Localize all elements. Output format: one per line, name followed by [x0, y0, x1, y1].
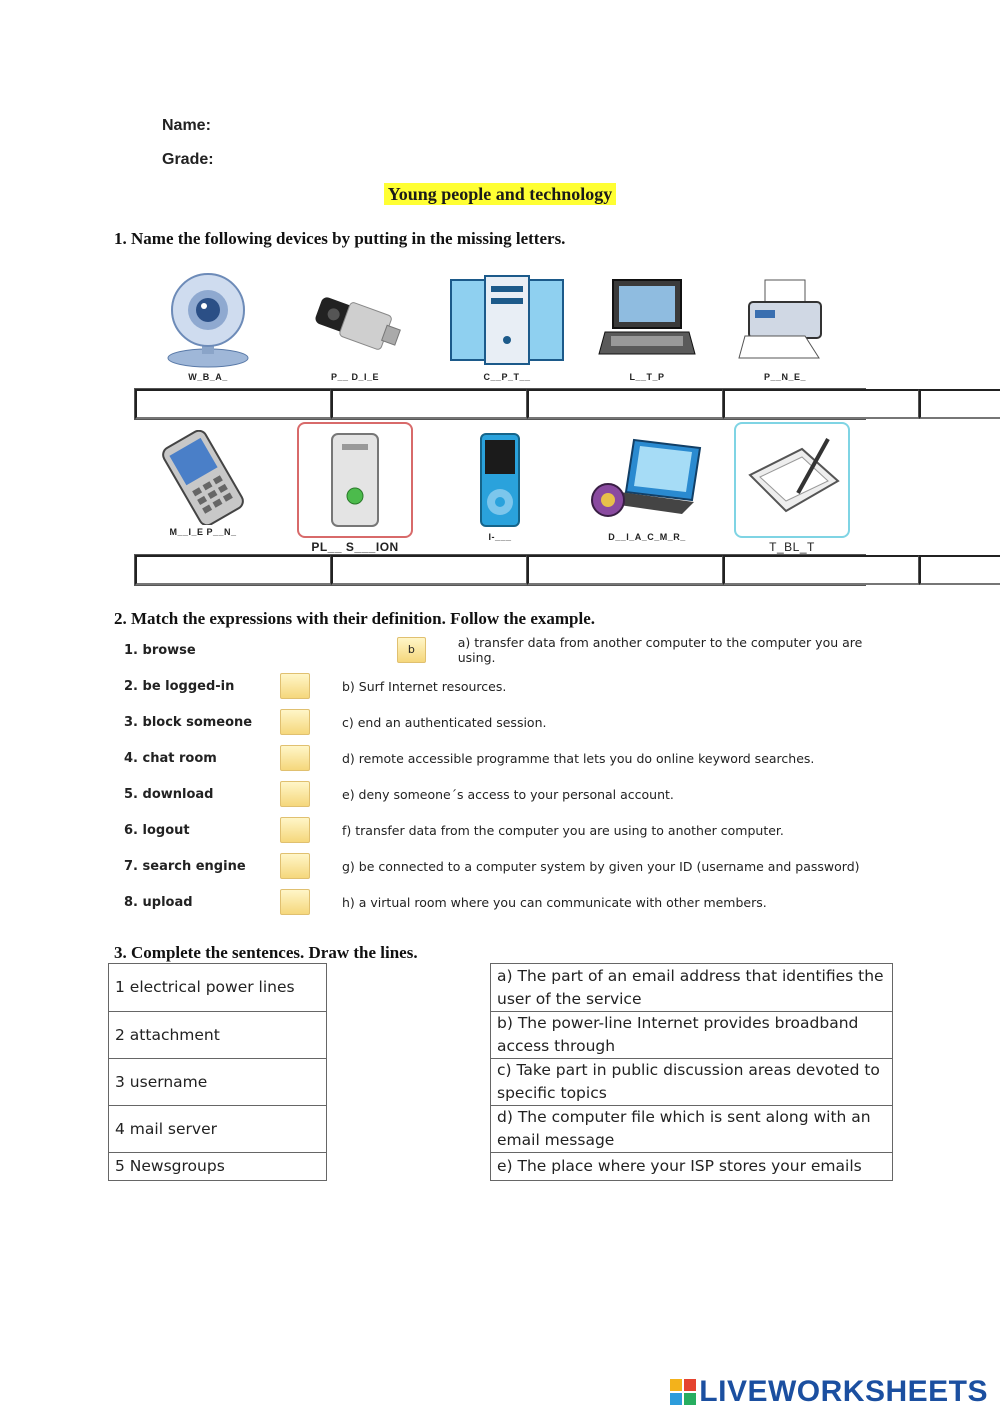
tablet-icon — [734, 422, 850, 538]
match-row: 3. block someone c) end an authenticated session. — [124, 704, 884, 740]
device-computer: C__P_T__ — [447, 270, 567, 382]
right-item[interactable]: d) The computer file which is sent along with an email message — [491, 1106, 893, 1153]
pendrive-icon — [300, 270, 410, 370]
match-row: 6. logout f) transfer data from the computer you are using to another computer. — [124, 812, 884, 848]
section3-heading: 3. Complete the sentences. Draw the lines. — [114, 943, 418, 962]
mobile-phone-icon — [143, 430, 263, 525]
match-row: 4. chat room d) remote accessible programme that lets you do online keyword searches. — [124, 740, 884, 776]
match-row: 5. download e) deny someone´s access to your personal account. — [124, 776, 884, 812]
answer-input-game-console[interactable] — [331, 555, 527, 585]
game-console-icon — [297, 422, 413, 538]
section2-heading: 2. Match the expressions with their definition. Follow the example. — [114, 609, 596, 628]
answer-row-1 — [134, 388, 866, 420]
right-item[interactable]: b) The power-line Internet provides broadband access through — [491, 1012, 893, 1059]
answer-input-webcam[interactable] — [135, 389, 331, 419]
answer-box[interactable] — [280, 709, 310, 735]
left-item[interactable]: 1 electrical power lines — [109, 964, 327, 1012]
device-printer: P__N_E_ — [730, 270, 840, 382]
answer-input-tablet[interactable] — [919, 555, 1000, 585]
webcam-icon — [153, 270, 263, 370]
device-tablet: T_BL_T — [734, 422, 850, 554]
device-laptop: L__T_P — [592, 270, 702, 382]
worksheet-title: Young people and technology — [0, 184, 1000, 205]
device-mobile-phone: M__I_E P__N_ — [143, 430, 263, 537]
answer-box[interactable] — [280, 745, 310, 771]
music-player-icon — [455, 430, 545, 530]
device-digital-camera: D__I_A_C_M_R_ — [582, 430, 712, 542]
device-pendrive: P__ D_I_E — [300, 270, 410, 382]
digital-camera-icon — [582, 430, 712, 530]
left-column-table — [108, 963, 327, 1181]
answer-input-mobile-phone[interactable] — [135, 555, 331, 585]
answer-box[interactable] — [280, 889, 310, 915]
liveworksheets-logo — [670, 1375, 988, 1409]
match-row: 1. browse b a) transfer data from another computer to the computer you are using. — [124, 635, 863, 665]
answer-box[interactable] — [280, 817, 310, 843]
brand-text: LIVEWORKSHEETS — [699, 1375, 988, 1408]
section1-heading: 1. Name the following devices by putting in the missing letters. — [114, 229, 566, 248]
right-column-table — [490, 963, 893, 1181]
answer-input-computer[interactable] — [527, 389, 723, 419]
answer-box[interactable] — [280, 781, 310, 807]
match-row: 7. search engine g) be connected to a computer system by given your ID (username and password) — [124, 848, 884, 884]
device-webcam: W_B_A_ — [153, 270, 263, 382]
right-item[interactable]: e) The place where your ISP stores your emails — [491, 1153, 893, 1181]
answer-input-printer[interactable] — [919, 389, 1000, 419]
answer-input-digital-camera[interactable] — [723, 555, 919, 585]
right-item[interactable]: a) The part of an email address that identifies the user of the service — [491, 964, 893, 1012]
left-item[interactable]: 2 attachment — [109, 1012, 327, 1059]
computer-icon — [447, 270, 567, 370]
device-music-player: I-___ — [455, 430, 545, 542]
name-label: Name: — [162, 117, 211, 134]
match-row: 8. upload h) a virtual room where you can communicate with other members. — [124, 884, 884, 920]
printer-icon — [730, 270, 840, 370]
laptop-icon — [592, 270, 702, 370]
answer-input-music-player[interactable] — [527, 555, 723, 585]
match-row: 2. be logged-in b) Surf Internet resources. — [124, 668, 884, 704]
left-item[interactable]: 4 mail server — [109, 1106, 327, 1153]
answer-box[interactable] — [280, 853, 310, 879]
liveworksheets-logo-icon — [670, 1379, 696, 1405]
answer-box[interactable]: b — [397, 637, 426, 663]
answer-row-2 — [134, 554, 866, 586]
answer-box[interactable] — [280, 673, 310, 699]
left-item[interactable]: 5 Newsgroups — [109, 1153, 327, 1181]
grade-label: Grade: — [162, 151, 214, 168]
device-game-console: PL__ S___ION — [296, 422, 414, 554]
left-item[interactable]: 3 username — [109, 1059, 327, 1106]
answer-input-pendrive[interactable] — [331, 389, 527, 419]
right-item[interactable]: c) Take part in public discussion areas devoted to specific topics — [491, 1059, 893, 1106]
answer-input-laptop[interactable] — [723, 389, 919, 419]
